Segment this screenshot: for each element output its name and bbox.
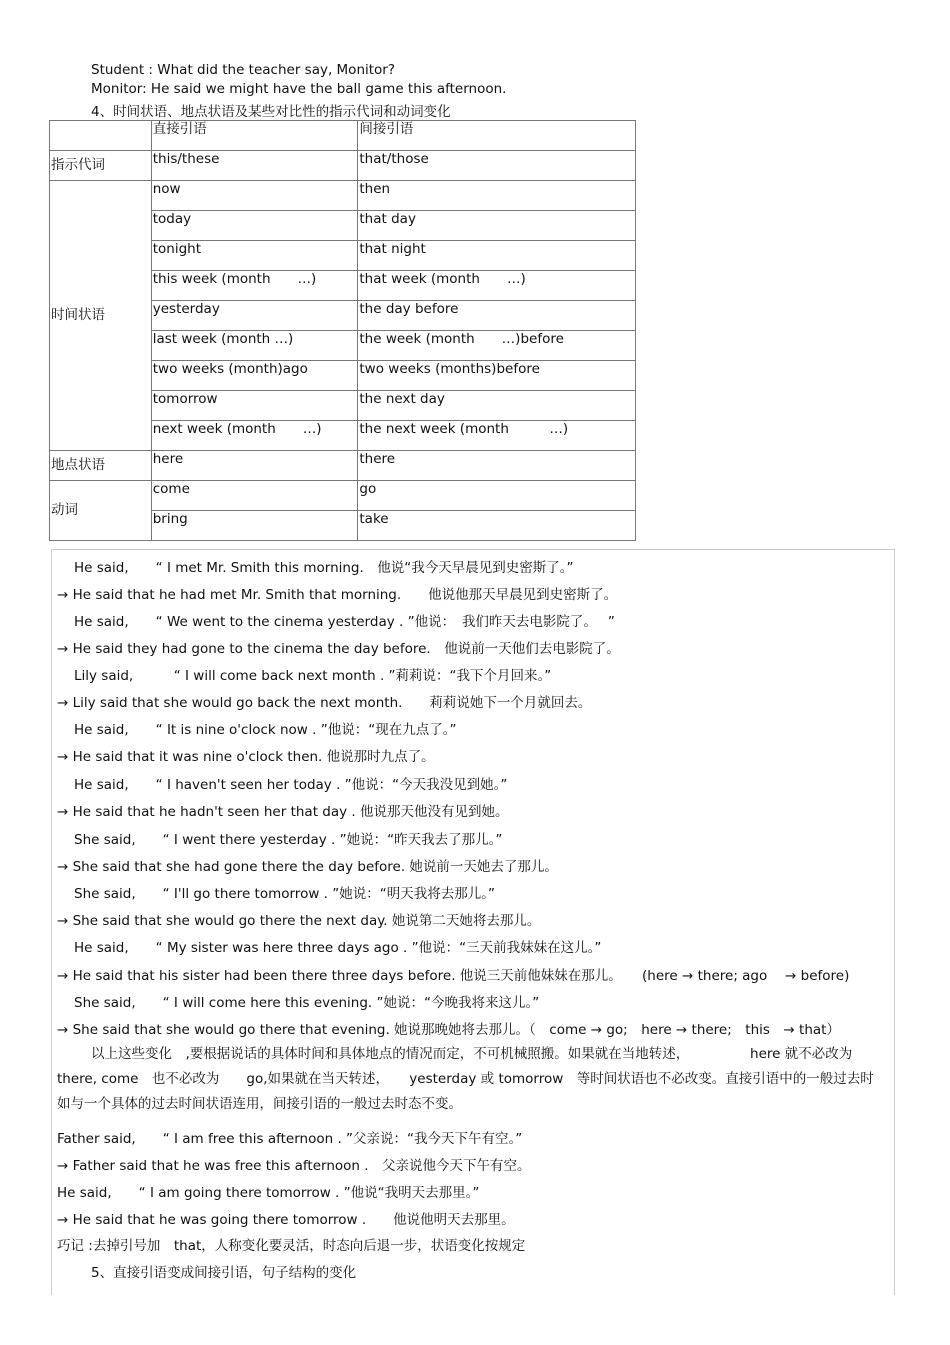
- table-row: [50, 181, 636, 211]
- table-cell-direct: yesterday: [151, 301, 358, 331]
- table-cell-direct: come: [151, 481, 358, 511]
- comparison-table: [49, 120, 636, 541]
- example-indirect: → He said they had gone to the cinema the day before. 他说前一天他们去电影院了。: [57, 641, 620, 657]
- example-indirect: → Father said that he was free this afternoon . 父亲说他今天下午有空。: [57, 1158, 531, 1174]
- dialogue-line-monitor: Monitor: He said we might have the ball game this afternoon.: [91, 81, 507, 97]
- section-heading-5: 5、直接引语变成间接引语，句子结构的变化: [91, 1265, 357, 1281]
- category-time: 时间状语: [50, 181, 152, 451]
- category-verb: 动词: [50, 481, 152, 541]
- table-cell-indirect: that week (month …): [358, 271, 636, 301]
- example-indirect: → He said that he was going there tomorrow . 他说他明天去那里。: [57, 1212, 515, 1228]
- table-cell-direct: tomorrow: [151, 391, 358, 421]
- explanation-paragraph: 以上这些变化 ,要根据说话的具体时间和具体地点的情况而定，不可机械照搬。如果就在当地转述， here 就不必改为 there, come 也不必改为 go,如果就在当天转述， yesterday 或 tomorrow 等时间状语也不必改变。直接引语中的一般过去时如与一个具体的过去时间状语连用，间接引语的一般过去时态不变。: [57, 1046, 874, 1112]
- table-cell-direct: this/these: [151, 151, 358, 181]
- table-row: [50, 451, 636, 481]
- table-header-indirect: 间接引语: [358, 121, 636, 151]
- table-cell-direct: bring: [151, 511, 358, 541]
- example-direct: Lily said, “ I will come back next month . ”莉莉说：“我下个月回来。”: [74, 668, 552, 684]
- example-indirect: → She said that she would go there that evening. 她说那晚她将去那儿。（ come → go; here → there; this → that）: [57, 1022, 840, 1038]
- table-cell-direct: now: [151, 181, 358, 211]
- table-cell-direct: last week (month …): [151, 331, 358, 361]
- table-cell-direct: two weeks (month)ago: [151, 361, 358, 391]
- example-indirect: → She said that she would go there the next day. 她说第二天她将去那儿。: [57, 913, 541, 929]
- example-indirect: → He said that he had met Mr. Smith that morning. 他说他那天早晨见到史密斯了。: [57, 587, 618, 603]
- table-cell-indirect: that/those: [358, 151, 636, 181]
- table-cell-indirect: the day before: [358, 301, 636, 331]
- example-direct: Father said, “ I am free this afternoon . ”父亲说：“我今天下午有空。”: [57, 1131, 523, 1147]
- table-row: [50, 481, 636, 511]
- table-cell-direct: tonight: [151, 241, 358, 271]
- category-demonstrative: 指示代词: [50, 151, 152, 181]
- table-cell-indirect: go: [358, 481, 636, 511]
- example-direct: She said, “ I will come here this evening. ”她说：“今晚我将来这儿。”: [74, 995, 540, 1011]
- table-header-row: [50, 121, 636, 151]
- table-cell-indirect: the next day: [358, 391, 636, 421]
- table-cell-indirect: that day: [358, 211, 636, 241]
- table-cell-indirect: the next week (month …): [358, 421, 636, 451]
- table-cell-direct: here: [151, 451, 358, 481]
- table-cell-indirect: two weeks (months)before: [358, 361, 636, 391]
- example-direct: He said, “ It is nine o'clock now . ”他说：“现在九点了。”: [74, 722, 457, 738]
- table-header-direct: 直接引语: [151, 121, 358, 151]
- dialogue-line-student: Student : What did the teacher say, Monitor?: [91, 62, 396, 78]
- table-cell-indirect: take: [358, 511, 636, 541]
- example-direct: He said, “ I haven't seen her today . ”他说：“今天我没见到她。”: [74, 777, 508, 793]
- table-cell-direct: this week (month …): [151, 271, 358, 301]
- table-cell-indirect: the week (month …)before: [358, 331, 636, 361]
- table-cell-direct: next week (month …): [151, 421, 358, 451]
- example-indirect: → He said that it was nine o'clock then. 他说那时九点了。: [57, 749, 435, 765]
- table-row: [50, 151, 636, 181]
- example-direct: She said, “ I went there yesterday . ”她说：“昨天我去了那儿。”: [74, 832, 503, 848]
- example-direct: He said, “ I met Mr. Smith this morning. 他说“我今天早晨见到史密斯了。”: [74, 560, 574, 576]
- example-direct: He said, “ My sister was here three days ago . ”他说：“三天前我妹妹在这儿。”: [74, 940, 602, 956]
- section-heading-4: 4、时间状语、地点状语及某些对比性的指示代词和动词变化: [91, 104, 451, 120]
- table-cell-indirect: then: [358, 181, 636, 211]
- example-indirect: → She said that she had gone there the day before. 她说前一天她去了那儿。: [57, 859, 558, 875]
- example-direct: He said, “ We went to the cinema yesterday . ”他说： 我们昨天去电影院了。 ”: [74, 614, 615, 630]
- example-direct: She said, “ I'll go there tomorrow . ”她说：“明天我将去那儿。”: [74, 886, 495, 902]
- table-cell-indirect: that night: [358, 241, 636, 271]
- category-place: 地点状语: [50, 451, 152, 481]
- example-indirect: → He said that his sister had been there three days before. 他说三天前他妹妹在那儿。 (here → there; ago → before): [57, 968, 850, 984]
- memory-tip: 巧记 :去掉引号加 that，人称变化要灵活，时态向后退一步，状语变化按规定: [57, 1238, 526, 1254]
- table-cell-indirect: there: [358, 451, 636, 481]
- table-cell-direct: today: [151, 211, 358, 241]
- example-indirect: → Lily said that she would go back the next month. 莉莉说她下一个月就回去。: [57, 695, 592, 711]
- example-indirect: → He said that he hadn't seen her that day . 他说那天他没有见到她。: [57, 804, 509, 820]
- example-direct: He said, “ I am going there tomorrow . ”他说“我明天去那里。”: [57, 1185, 480, 1201]
- table-header-cell: [50, 121, 152, 151]
